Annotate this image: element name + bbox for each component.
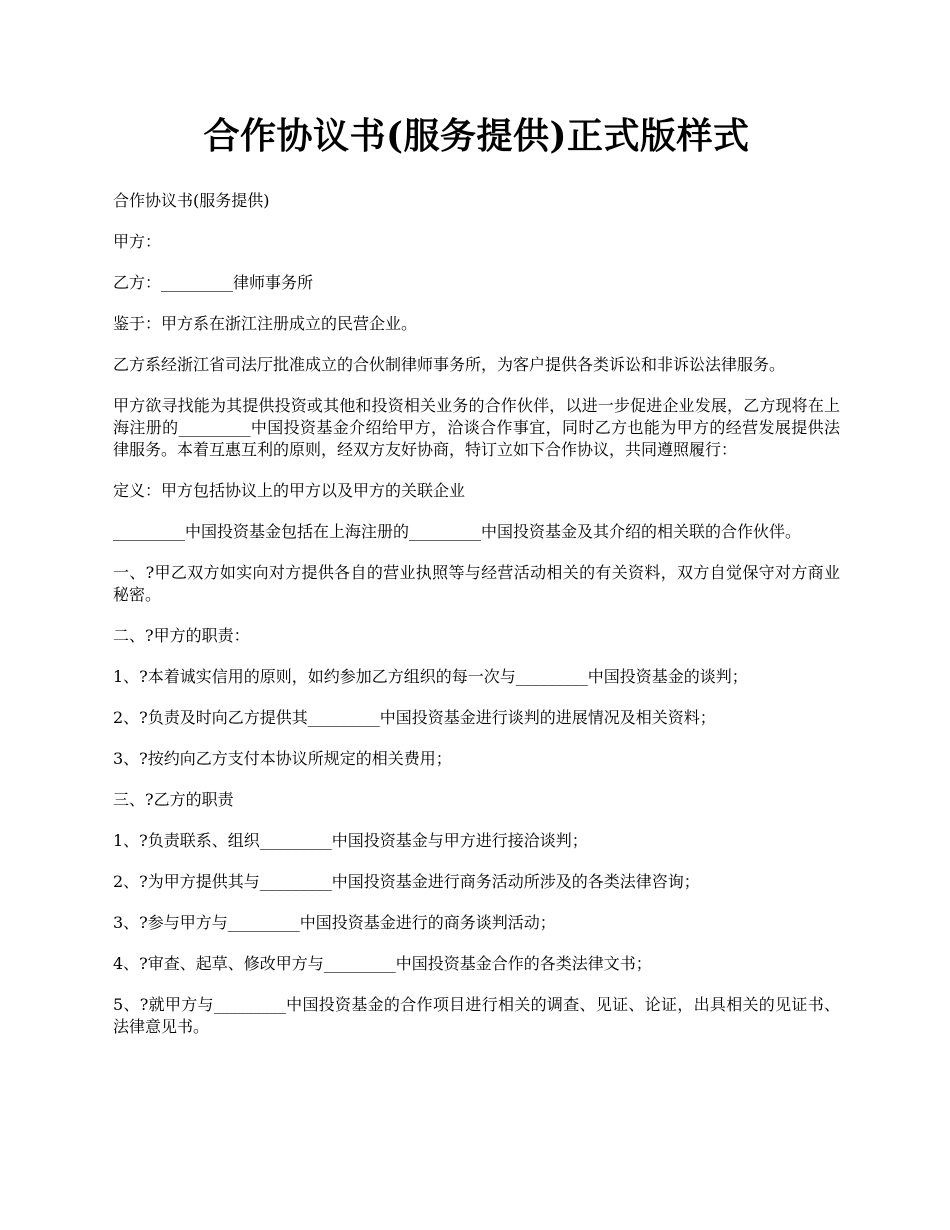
clause-3-heading: 三、?乙方的职责 <box>113 790 234 809</box>
definition-fund-paragraph: _________中国投资基金包括在上海注册的_________中国投资基金及其介绍的相关联的合作伙伴。 <box>113 522 802 541</box>
clause-2-item-3: 3、?按约向乙方支付本协议所规定的相关费用； <box>113 749 452 768</box>
clause-1: 一、?甲乙双方如实向对方提供各自的营业执照等与经营活动相关的有关资料，双方自觉保守对方商业秘密。 <box>113 563 840 604</box>
clause-2-item-2: 2、?负责及时向乙方提供其_________中国投资基金进行谈判的进展情况及相关资料； <box>113 708 716 727</box>
clause-3-item-1: 1、?负责联系、组织_________中国投资基金与甲方进行接洽谈判； <box>113 831 588 850</box>
clause-3-item-3: 3、?参与甲方与_________中国投资基金进行的商务谈判活动； <box>113 913 556 932</box>
party-b-description: 乙方系经浙江省司法厅批准成立的合伙制律师事务所，为客户提供各类诉讼和非诉讼法律服务。 <box>113 355 786 374</box>
whereas-paragraph: 鉴于：甲方系在浙江注册成立的民营企业。 <box>113 314 418 333</box>
party-b-line: 乙方：_________律师事务所 <box>113 273 314 292</box>
party-a-line: 甲方： <box>113 232 162 251</box>
clause-2-heading: 二、?甲方的职责： <box>113 626 250 645</box>
clause-3-item-5: 5、?就甲方与_________中国投资基金的合作项目进行相关的调查、见证、论证，出具相关的见证书、法律意见书。 <box>113 995 840 1036</box>
background-paragraph: 甲方欲寻找能为其提供投资或其他和投资相关业务的合作伙伴，以进一步促进企业发展，乙方现将在上海注册的_________中国投资基金介绍给甲方，洽谈合作事宜，同时乙方也能为甲方的经营发展提供法律服务。本着互惠互利的原则，经双方友好协商，特订立如下合作协议，共同遵照履行： <box>113 396 840 459</box>
document-title: 合作协议书(服务提供)正式版样式 <box>203 115 750 157</box>
document-page <box>113 112 840 1057</box>
subtitle-paragraph: 合作协议书(服务提供) <box>113 191 270 210</box>
clause-3-item-2: 2、?为甲方提供其与_________中国投资基金进行商务活动所涉及的各类法律咨询； <box>113 872 700 891</box>
clause-3-item-4: 4、?审查、起草、修改甲方与_________中国投资基金合作的各类法律文书； <box>113 954 652 973</box>
definition-paragraph: 定义：甲方包括协议上的甲方以及甲方的关联企业 <box>113 481 466 500</box>
clause-2-item-1: 1、?本着诚实信用的原则，如约参加乙方组织的每一次与_________中国投资基金的谈判； <box>113 667 748 686</box>
